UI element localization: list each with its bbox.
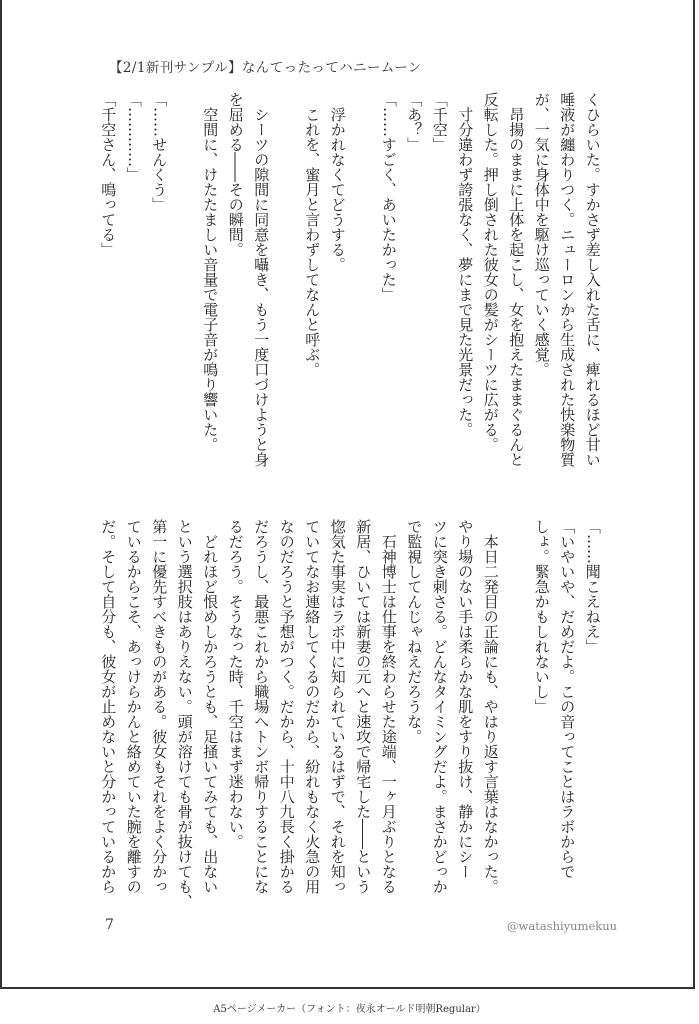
text-column: 浮かれなくてどうする。	[328, 92, 347, 272]
text-column: が、一気に身体中を駆け巡っていく感覚。	[532, 92, 551, 377]
text-column: これを、蜜月と言わずしてなんと呼ぶ。	[303, 92, 322, 377]
text-column: で監視してんじゃねえだろうな。	[405, 519, 424, 744]
text-column: 「あ？」	[405, 92, 424, 152]
text-column: ツに突き刺さる。どんなタイミングだよ。まさかどっか	[430, 519, 449, 894]
author-handle: @watashiyumekuu	[507, 919, 618, 933]
blank-column	[273, 92, 299, 470]
blank-column	[350, 92, 376, 470]
page-number: 7	[105, 917, 114, 933]
text-column: だ。そして自分も、彼女が止めないと分かっているから	[99, 519, 118, 894]
text-column: くひらいた。すかさず差し入れた舌に、痺れるほど甘い	[583, 92, 602, 467]
text-column: 本日二発目の正論にも、やはり返す言葉はなかった。	[481, 519, 500, 894]
text-column: るだろう。そうなった時、千空はまず迷わない。	[226, 519, 245, 849]
text-column: だろうし、最悪これから職場へトンボ帰りすることにな	[252, 519, 271, 894]
text-column: 惚気た事実はラボ中に知られているはずで、それを知っ	[328, 519, 347, 894]
text-block-top	[2, 92, 699, 470]
text-column: 空間に、けたたましい音量で電子音が鳴り響いた。	[201, 92, 220, 452]
text-column: 「……せんくう」	[150, 92, 169, 212]
text-column: 昂揚のままに上体を起こし、女を抱えたままぐるんと	[507, 92, 526, 467]
text-column: やり場のない手は柔らかな肌をすり抜け、静かにシー	[456, 519, 475, 879]
text-column: 唾液が纏わりつく。ニューロンから生成された快楽物質	[558, 92, 577, 467]
blank-column	[503, 519, 529, 897]
caption: A5ページメーカー（フォント：夜永オールド明朝Regular）	[213, 1004, 486, 1015]
text-column: という選択肢はありえない。頭が溶けても骨が抜けても、	[175, 519, 194, 909]
text-column: 「……聞こえねえ」	[583, 519, 602, 654]
text-column: 「……すごく、あいたかった」	[379, 92, 398, 302]
blank-column	[171, 92, 197, 470]
text-column: ているからこそ、あっけらかんと絡めていた腕を離すの	[124, 519, 143, 894]
text-column: 「千空」	[430, 92, 449, 152]
text-column: しょ。緊急かもしれないし」	[532, 519, 551, 714]
text-column: 「いやいや、だめだよ。この音ってことはラボからで	[558, 519, 577, 879]
text-column: 新居、ひいては新妻の元へと速攻で帰宅した――という	[354, 519, 373, 894]
text-column: 寸分違わず誇張なく、夢にまで見た光景だった。	[456, 92, 475, 437]
text-column: ていてなお連絡してくるのだから、紛れもなく火急の用	[303, 519, 322, 894]
text-block-bottom	[2, 519, 699, 909]
text-column: 第一に優先すべきものがある。彼女もそれをよく分かっ	[150, 519, 169, 894]
text-column: を屈める――その瞬間。	[226, 92, 245, 257]
page-title: 【2/1新刊サンプル】なんてったってハニームーン	[109, 60, 422, 76]
text-column: 「…………」	[124, 92, 143, 182]
text-column: どれほど恨めしかろうとも、足掻いてみても、出ない	[201, 519, 220, 894]
text-column: 「千空さん、鳴ってる」	[99, 92, 118, 257]
text-column: なのだろうと予想がつく。だから、十中八九長く掛かる	[277, 519, 296, 894]
text-column: 石神博士は仕事を終わらせた途端、一ヶ月ぶりとなる	[379, 519, 398, 894]
text-column: シーツの隙間に同意を囁き、もう一度口づけようと身	[252, 92, 271, 467]
text-column: 反転した。押し倒された彼女の髪がシーツに広がる。	[481, 92, 500, 452]
